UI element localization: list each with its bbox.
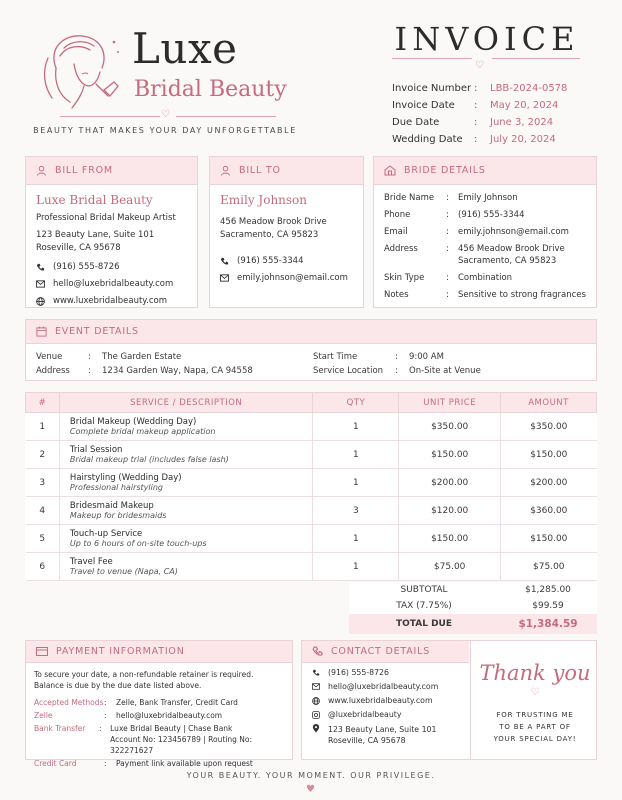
brand-tagline: BEAUTY THAT MAKES YOUR DAY UNFORGETTABLE [33,126,297,135]
heart-icon: ♥ [306,784,315,795]
contact-email[interactable]: hello@luxebridalbeauty.com [328,682,439,691]
card-heading: BILL TO [239,165,281,176]
payment-intro: Balance is due by the due date listed above. [34,681,202,690]
service-name: Bridesmaid Makeup [69,501,154,511]
bill-to-card [209,156,364,308]
col-header: SERVICE / DESCRIPTION [59,393,313,413]
card-heading: BRIDE DETAILS [404,165,486,176]
thanks-line: FOR TRUSTING ME [496,711,574,719]
card-heading: CONTACT DETAILS [331,646,431,657]
contact-address: 123 Beauty Lane, Suite 101 [328,725,437,734]
address-line: 123 Beauty Lane, Suite 101 [36,230,155,240]
table-row [26,497,597,525]
venue-value: The Garden Estate [102,352,182,362]
row-number: 3 [26,469,60,497]
amount-cell: $350.00 [501,413,597,441]
company-title: Professional Bridal Makeup Artist [36,213,176,223]
card-heading: BILL FROM [55,165,113,176]
card-heading: EVENT DETAILS [55,326,139,337]
divider [470,641,471,759]
row-number: 6 [26,553,60,581]
phone-icon [312,669,320,677]
address-line: 456 Meadow Brook Drive [220,217,327,227]
heart-icon: ♡ [161,109,170,120]
meta-label: Invoice Number [392,83,472,94]
contact-address: Roseville, CA 95678 [328,736,406,745]
qty-cell: 1 [313,441,399,469]
totals-box [349,582,597,634]
invoice-date: May 20, 2024 [490,100,559,111]
unit-price-cell: $350.00 [399,413,501,441]
payment-row: Credit Card : Payment link available upon request [34,759,253,768]
row-number: 4 [26,497,60,525]
service-location: On-Site at Venue [409,366,481,376]
meta-label: Invoice Date [392,100,455,111]
bride-field: Address : 456 Meadow Brook Drive Sacramento, CA 95823 [384,244,565,266]
service-description: Complete bridal makeup application [69,427,216,436]
calendar-icon [36,326,47,337]
unit-price-cell: $200.00 [399,469,501,497]
footer-tagline: YOUR BEAUTY. YOUR MOMENT. OUR PRIVILEGE. [186,771,436,780]
service-description: Makeup for bridesmaids [69,511,167,520]
row-number: 1 [26,413,60,441]
bride-field: Notes : Sensitive to strong fragrances [384,290,586,300]
services-table [25,392,597,581]
user-icon [36,165,47,176]
amount-cell: $150.00 [501,525,597,553]
service-name: Touch-up Service [69,529,143,539]
subtotal-label: SUBTOTAL [400,585,448,595]
mail-icon [36,280,45,288]
qty-cell: 1 [313,469,399,497]
event-details-card: EVENT DETAILS Venue : The Garden Estate Address : 1234 Garden Way, Napa, CA 94558 Start Time : 9:00 AM Service Location : On-Site at Venue [25,319,597,381]
service-location-label: Service Location [313,366,384,376]
service-cell [59,525,313,553]
unit-price-cell: $150.00 [399,441,501,469]
address-line: Roseville, CA 95678 [36,243,121,253]
invoice-date-row: Invoice Date : May 20, 2024 [392,100,559,111]
amount-cell: $360.00 [501,497,597,525]
thanks-line: TO BE A PART OF [499,723,571,731]
total-due-value: $1,384.59 [518,618,578,630]
start-time-label: Start Time [313,352,358,362]
service-description: Professional hairstyling [69,483,163,492]
email-link[interactable]: emily.johnson@email.com [237,273,348,283]
brand-name: Luxe [132,24,238,73]
wedding-date: July 20, 2024 [490,134,556,145]
table-row [26,525,597,553]
due-date: June 3, 2024 [490,117,554,128]
invoice-number-row: Invoice Number : LBB-2024-0578 [392,83,568,94]
credit-card-icon [36,647,48,656]
payment-info-card [25,640,293,768]
phone-number: (916) 555-3344 [237,256,304,266]
phone-icon [220,257,229,266]
payment-row: Bank Transfer : Luxe Bridal Beauty | Chase Bank Account No: 123456789 | Routing No: 322271627 [34,724,253,755]
contact-details-card [301,640,597,760]
wedding-date-row: Wedding Date : July 20, 2024 [392,134,556,145]
amount-cell: $75.00 [501,553,597,581]
table-row [26,469,597,497]
email-link[interactable]: hello@luxebridalbeauty.com [53,279,174,289]
service-cell [59,441,313,469]
service-description: Up to 6 hours of on-site touch-ups [69,539,207,548]
row-number: 5 [26,525,60,553]
divider [392,58,472,59]
brand-logo [30,22,300,140]
globe-icon [36,297,45,306]
meta-label: Due Date [392,117,440,128]
unit-price-cell: $120.00 [399,497,501,525]
amount-cell: $150.00 [501,441,597,469]
meta-label: Wedding Date [392,134,463,145]
user-icon [220,165,231,176]
heart-icon: ♡ [475,60,484,71]
service-name: Bridal Makeup (Wedding Day) [69,417,197,427]
location-pin-icon [312,724,320,733]
contact-phone: (916) 555-8726 [328,668,389,677]
subtotal-value: $1,285.00 [525,585,571,595]
qty-cell: 1 [313,553,399,581]
table-row [26,441,597,469]
divider [176,116,276,117]
invoice-number: LBB-2024-0578 [490,83,568,94]
service-cell [59,413,313,441]
qty-cell: 1 [313,525,399,553]
bride-field: Bride Name : Emily Johnson [384,193,518,203]
payment-intro: To secure your date, a non-refundable retainer is required. [34,670,254,679]
qty-cell: 3 [313,497,399,525]
venue-address: 1234 Garden Way, Napa, CA 94558 [102,366,253,376]
col-header: AMOUNT [501,393,597,413]
row-number: 2 [26,441,60,469]
col-header: # [26,393,60,413]
bride-field: Skin Type : Combination [384,273,513,283]
mail-icon [220,274,229,282]
house-icon [384,165,396,176]
bride-details-card [373,156,597,308]
heart-icon: ♡ [530,687,540,698]
tax-label: TAX (7.75%) [396,601,452,611]
payment-row: Zelle : hello@luxebridalbeauty.com [34,711,223,720]
brand-subname: Bridal Beauty [134,77,287,102]
service-name: Trial Session [69,445,123,455]
table-row [26,413,597,441]
total-label: TOTAL DUE [396,619,452,629]
service-description: Travel to venue (Napa, CA) [69,567,178,576]
start-time: 9:00 AM [409,352,444,362]
service-cell [59,497,313,525]
qty-cell: 1 [313,413,399,441]
divider [492,58,580,59]
bride-portrait-illustration [34,28,126,114]
website-link[interactable]: www.luxebridalbeauty.com [53,296,167,306]
card-heading: PAYMENT INFORMATION [56,646,185,657]
tax-value: $99.59 [532,601,564,611]
address-line: Sacramento, CA 95823 [220,230,319,240]
mail-icon [312,683,320,690]
due-date-row: Due Date : June 3, 2024 [392,117,554,128]
service-name: Hairstyling (Wedding Day) [69,473,182,483]
service-description: Bridal makeup trial (includes false lash) [69,455,229,464]
thank-you-script: Thank you [479,661,591,685]
divider [60,116,160,117]
service-name: Travel Fee [69,557,113,567]
col-header: QTY [313,393,399,413]
address-label: Address [36,366,70,376]
amount-cell: $200.00 [501,469,597,497]
bride-field: Phone : (916) 555-3344 [384,210,525,220]
instagram-icon [312,711,320,719]
company-name: Luxe Bridal Beauty [36,193,153,207]
payment-row: Accepted Methods : Zelle, Bank Transfer, Credit Card [34,698,238,707]
phone-icon [36,263,45,272]
service-cell [59,553,313,581]
thanks-line: YOUR SPECIAL DAY! [493,735,577,743]
client-name: Emily Johnson [220,193,308,207]
globe-icon [312,697,320,705]
unit-price-cell: $150.00 [399,525,501,553]
contact-website[interactable]: www.luxebridalbeauty.com [328,696,433,705]
table-row [26,553,597,581]
table-header-row [26,393,597,413]
contact-instagram[interactable]: @luxebridalbeauty [328,710,402,719]
unit-price-cell: $75.00 [399,553,501,581]
phone-number: (916) 555-8726 [53,262,120,272]
col-header: UNIT PRICE [399,393,501,413]
phone-icon [312,646,323,657]
invoice-title: INVOICE [394,20,580,58]
invoice-meta [392,80,567,148]
bride-field: Email : emily.johnson@email.com [384,227,569,237]
venue-label: Venue [36,352,63,362]
service-cell [59,469,313,497]
bill-from-card [25,156,198,308]
